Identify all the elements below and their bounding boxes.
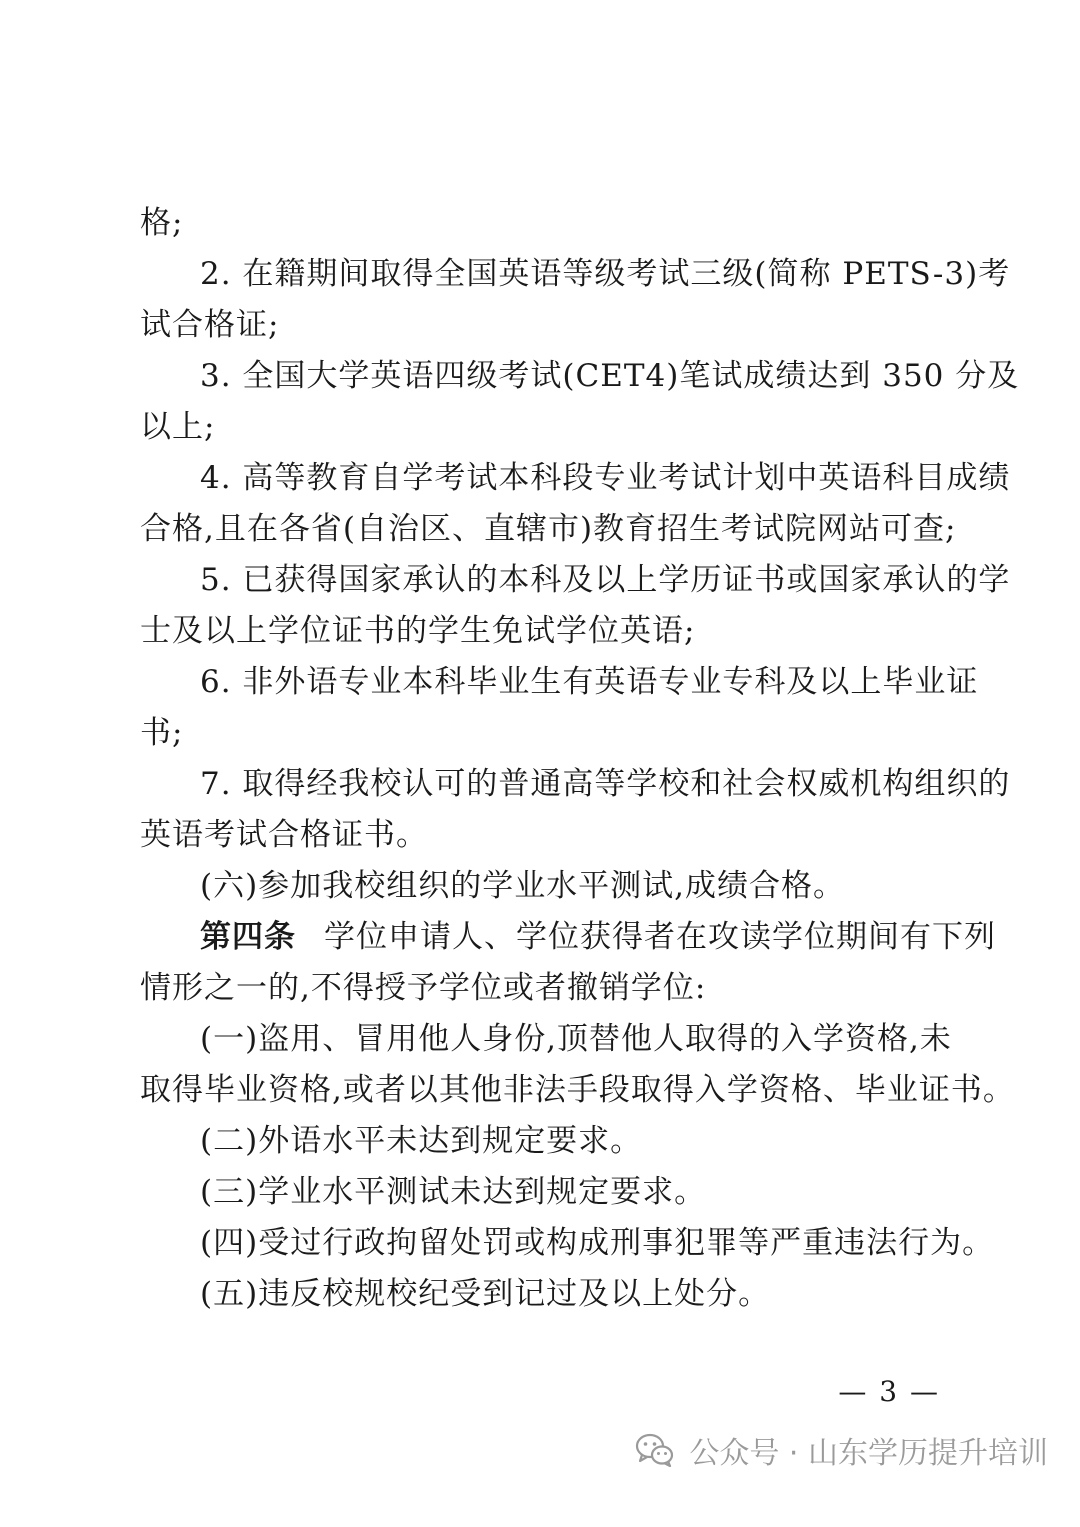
text-line: 以上; [140, 409, 216, 445]
text-line: 7. 取得经我校认可的普通高等学校和社会权威机构组织的 [200, 766, 1011, 802]
article-line [200, 917, 996, 957]
page-number: — 3 — [838, 1375, 940, 1408]
text-line: (四)受过行政拘留处罚或构成刑事犯罪等严重违法行为。 [200, 1225, 995, 1261]
wechat-watermark [635, 1428, 1048, 1472]
text-line: 取得毕业资格,或者以其他非法手段取得入学资格、毕业证书。 [140, 1072, 1015, 1108]
text-line: 6. 非外语专业本科毕业生有英语专业专科及以上毕业证 [200, 664, 979, 700]
text-line: 英语考试合格证书。 [140, 817, 428, 853]
text-line: (二)外语水平未达到规定要求。 [200, 1123, 643, 1159]
text-line: (六)参加我校组织的学业水平测试,成绩合格。 [200, 868, 846, 904]
text-line: (三)学业水平测试未达到规定要求。 [200, 1174, 707, 1210]
article-text: 学位申请人、学位获得者在攻读学位期间有下列 [324, 919, 996, 955]
text-line: 格; [140, 205, 184, 241]
text-line: 试合格证; [140, 307, 280, 343]
text-line: 5. 已获得国家承认的本科及以上学历证书或国家承认的学 [200, 562, 1011, 598]
text-line: 2. 在籍期间取得全国英语等级考试三级(简称 PETS-3)考 [200, 256, 1011, 292]
text-line: 4. 高等教育自学考试本科段专业考试计划中英语科目成绩 [200, 460, 1011, 496]
article-heading: 第四条 [200, 919, 296, 955]
text-line: 士及以上学位证书的学生免试学位英语; [140, 613, 696, 649]
text-line: (五)违反校规校纪受到记过及以上处分。 [200, 1276, 771, 1312]
watermark-text: 公众号 · 山东学历提升培训 [689, 1436, 1048, 1471]
text-line: 书; [140, 715, 184, 751]
text-line: 合格,且在各省(自治区、直辖市)教育招生考试院网站可查; [140, 511, 957, 547]
text-line: 3. 全国大学英语四级考试(CET4)笔试成绩达到 350 分及 [200, 358, 1020, 394]
text-line: 情形之一的,不得授予学位或者撤销学位: [140, 970, 707, 1006]
text-line: (一)盗用、冒用他人身份,顶替他人取得的入学资格,未 [200, 1021, 952, 1057]
wechat-icon [635, 1433, 675, 1467]
